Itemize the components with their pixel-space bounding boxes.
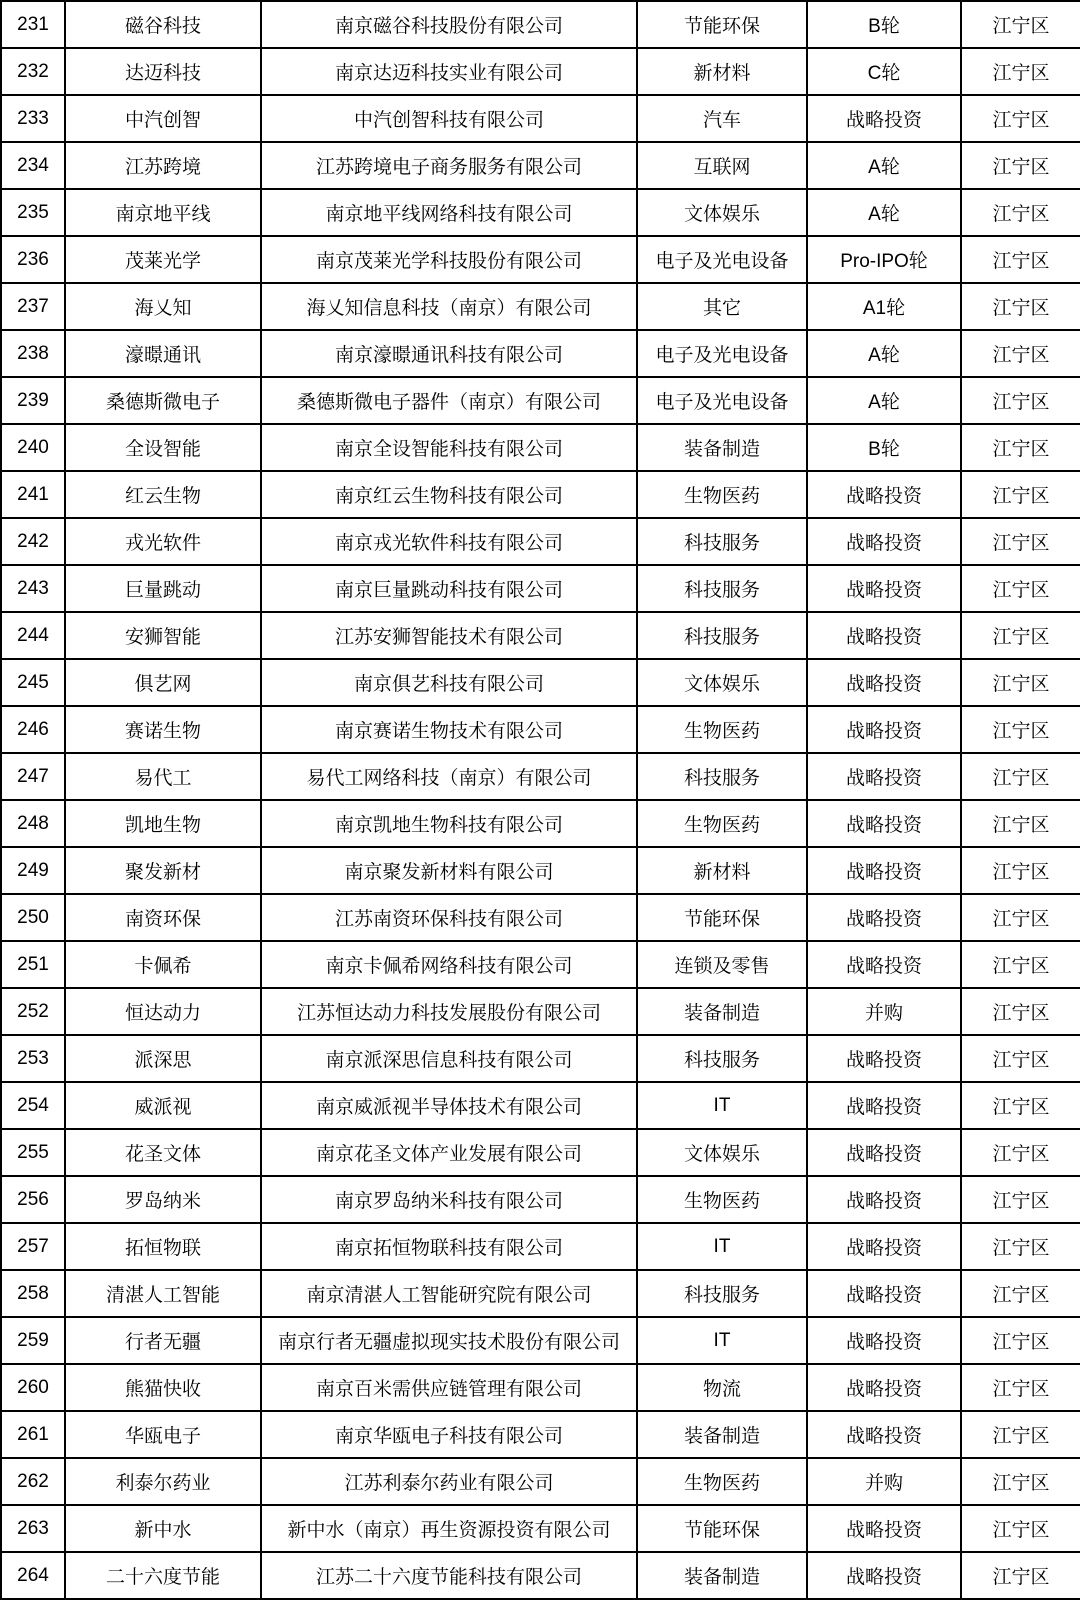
district: 江宁区: [961, 1129, 1080, 1176]
company-full-name: 南京罗岛纳米科技有限公司: [261, 1176, 637, 1223]
row-index: 243: [1, 565, 65, 612]
row-index: 236: [1, 236, 65, 283]
district: 江宁区: [961, 518, 1080, 565]
district: 江宁区: [961, 424, 1080, 471]
company-short-name: 赛诺生物: [65, 706, 261, 753]
table-row: [1, 95, 1080, 142]
table-row: [1, 1176, 1080, 1223]
row-index: 245: [1, 659, 65, 706]
row-index: 253: [1, 1035, 65, 1082]
district: 江宁区: [961, 1035, 1080, 1082]
company-short-name: 清湛人工智能: [65, 1270, 261, 1317]
table-row: [1, 753, 1080, 800]
company-full-name: 南京华瓯电子科技有限公司: [261, 1411, 637, 1458]
funding-round: 并购: [807, 1458, 961, 1505]
industry: 生物医药: [637, 1458, 807, 1505]
table-row: [1, 1270, 1080, 1317]
table-row: [1, 471, 1080, 518]
industry: 其它: [637, 283, 807, 330]
company-short-name: 巨量跳动: [65, 565, 261, 612]
company-full-name: 江苏恒达动力科技发展股份有限公司: [261, 988, 637, 1035]
funding-round: 战略投资: [807, 1176, 961, 1223]
row-index: 248: [1, 800, 65, 847]
industry: 生物医药: [637, 800, 807, 847]
table-row: [1, 1, 1080, 48]
industry: 生物医药: [637, 471, 807, 518]
industry: 互联网: [637, 142, 807, 189]
company-short-name: 熊猫快收: [65, 1364, 261, 1411]
row-index: 240: [1, 424, 65, 471]
company-short-name: 拓恒物联: [65, 1223, 261, 1270]
district: 江宁区: [961, 1552, 1080, 1599]
industry: 生物医药: [637, 706, 807, 753]
company-full-name: 南京磁谷科技股份有限公司: [261, 1, 637, 48]
company-short-name: 中汽创智: [65, 95, 261, 142]
industry: 科技服务: [637, 518, 807, 565]
funding-round: C轮: [807, 48, 961, 95]
company-short-name: 海乂知: [65, 283, 261, 330]
funding-round: 战略投资: [807, 753, 961, 800]
company-full-name: 南京红云生物科技有限公司: [261, 471, 637, 518]
company-full-name: 南京赛诺生物技术有限公司: [261, 706, 637, 753]
company-full-name: 南京茂莱光学科技股份有限公司: [261, 236, 637, 283]
company-short-name: 凯地生物: [65, 800, 261, 847]
row-index: 246: [1, 706, 65, 753]
funding-round: 战略投资: [807, 1505, 961, 1552]
row-index: 238: [1, 330, 65, 377]
district: 江宁区: [961, 471, 1080, 518]
district: 江宁区: [961, 1317, 1080, 1364]
row-index: 242: [1, 518, 65, 565]
company-full-name: 南京拓恒物联科技有限公司: [261, 1223, 637, 1270]
row-index: 232: [1, 48, 65, 95]
industry: 物流: [637, 1364, 807, 1411]
table-row: [1, 424, 1080, 471]
table-row: [1, 988, 1080, 1035]
district: 江宁区: [961, 1364, 1080, 1411]
funding-round: B轮: [807, 1, 961, 48]
industry: 文体娱乐: [637, 189, 807, 236]
table-row: [1, 1082, 1080, 1129]
funding-round: B轮: [807, 424, 961, 471]
company-full-name: 南京卡佩希网络科技有限公司: [261, 941, 637, 988]
company-short-name: 戎光软件: [65, 518, 261, 565]
industry: 节能环保: [637, 894, 807, 941]
table-row: [1, 1364, 1080, 1411]
company-short-name: 罗岛纳米: [65, 1176, 261, 1223]
company-full-name: 江苏利泰尔药业有限公司: [261, 1458, 637, 1505]
company-full-name: 南京巨量跳动科技有限公司: [261, 565, 637, 612]
company-short-name: 易代工: [65, 753, 261, 800]
company-short-name: 茂莱光学: [65, 236, 261, 283]
industry: 节能环保: [637, 1505, 807, 1552]
company-short-name: 桑德斯微电子: [65, 377, 261, 424]
company-full-name: 南京凯地生物科技有限公司: [261, 800, 637, 847]
funding-round: 并购: [807, 988, 961, 1035]
company-full-name: 江苏二十六度节能科技有限公司: [261, 1552, 637, 1599]
district: 江宁区: [961, 1458, 1080, 1505]
table-row: [1, 236, 1080, 283]
funding-round: Pro-IPO轮: [807, 236, 961, 283]
funding-round: 战略投资: [807, 894, 961, 941]
company-full-name: 桑德斯微电子器件（南京）有限公司: [261, 377, 637, 424]
table-row: [1, 189, 1080, 236]
industry: IT: [637, 1317, 807, 1364]
industry: 科技服务: [637, 612, 807, 659]
funding-round: 战略投资: [807, 659, 961, 706]
funding-round: 战略投资: [807, 95, 961, 142]
company-full-name: 南京派深思信息科技有限公司: [261, 1035, 637, 1082]
company-short-name: 濠暻通讯: [65, 330, 261, 377]
row-index: 254: [1, 1082, 65, 1129]
row-index: 237: [1, 283, 65, 330]
table-row: [1, 1317, 1080, 1364]
funding-round: 战略投资: [807, 941, 961, 988]
row-index: 259: [1, 1317, 65, 1364]
district: 江宁区: [961, 95, 1080, 142]
table-body: [1, 1, 1080, 1599]
district: 江宁区: [961, 1411, 1080, 1458]
industry: 装备制造: [637, 424, 807, 471]
industry: 电子及光电设备: [637, 377, 807, 424]
funding-round: 战略投资: [807, 565, 961, 612]
company-full-name: 海乂知信息科技（南京）有限公司: [261, 283, 637, 330]
industry: IT: [637, 1223, 807, 1270]
industry: 科技服务: [637, 1270, 807, 1317]
company-short-name: 安狮智能: [65, 612, 261, 659]
company-full-name: 南京百米需供应链管理有限公司: [261, 1364, 637, 1411]
funding-round: 战略投资: [807, 518, 961, 565]
industry: 电子及光电设备: [637, 236, 807, 283]
company-full-name: 南京俱艺科技有限公司: [261, 659, 637, 706]
row-index: 247: [1, 753, 65, 800]
table-row: [1, 518, 1080, 565]
funding-round: 战略投资: [807, 1082, 961, 1129]
funding-round: 战略投资: [807, 1223, 961, 1270]
funding-round: A轮: [807, 189, 961, 236]
industry: 装备制造: [637, 1411, 807, 1458]
district: 江宁区: [961, 565, 1080, 612]
row-index: 264: [1, 1552, 65, 1599]
district: 江宁区: [961, 236, 1080, 283]
company-short-name: 花圣文体: [65, 1129, 261, 1176]
funding-round: 战略投资: [807, 800, 961, 847]
table-row: [1, 1129, 1080, 1176]
company-full-name: 江苏跨境电子商务服务有限公司: [261, 142, 637, 189]
industry: 装备制造: [637, 1552, 807, 1599]
funding-round: 战略投资: [807, 1270, 961, 1317]
district: 江宁区: [961, 941, 1080, 988]
funding-round: 战略投资: [807, 1364, 961, 1411]
table-row: [1, 941, 1080, 988]
company-full-name: 易代工网络科技（南京）有限公司: [261, 753, 637, 800]
table-row: [1, 612, 1080, 659]
funding-round: 战略投资: [807, 706, 961, 753]
row-index: 256: [1, 1176, 65, 1223]
industry: 文体娱乐: [637, 1129, 807, 1176]
company-short-name: 红云生物: [65, 471, 261, 518]
funding-round: A1轮: [807, 283, 961, 330]
district: 江宁区: [961, 1270, 1080, 1317]
company-full-name: 南京濠暻通讯科技有限公司: [261, 330, 637, 377]
funding-round: A轮: [807, 330, 961, 377]
table-row: [1, 894, 1080, 941]
table-row: [1, 1505, 1080, 1552]
funding-round: A轮: [807, 142, 961, 189]
funding-round: 战略投资: [807, 1129, 961, 1176]
company-full-name: 南京戎光软件科技有限公司: [261, 518, 637, 565]
row-index: 261: [1, 1411, 65, 1458]
district: 江宁区: [961, 142, 1080, 189]
district: 江宁区: [961, 800, 1080, 847]
row-index: 235: [1, 189, 65, 236]
industry: 科技服务: [637, 753, 807, 800]
company-full-name: 新中水（南京）再生资源投资有限公司: [261, 1505, 637, 1552]
table-row: [1, 800, 1080, 847]
company-full-name: 南京威派视半导体技术有限公司: [261, 1082, 637, 1129]
company-full-name: 中汽创智科技有限公司: [261, 95, 637, 142]
table-row: [1, 142, 1080, 189]
row-index: 241: [1, 471, 65, 518]
funding-round: 战略投资: [807, 847, 961, 894]
row-index: 258: [1, 1270, 65, 1317]
industry: 连锁及零售: [637, 941, 807, 988]
district: 江宁区: [961, 1, 1080, 48]
table-row: [1, 659, 1080, 706]
industry: 电子及光电设备: [637, 330, 807, 377]
company-full-name: 南京清湛人工智能研究院有限公司: [261, 1270, 637, 1317]
industry: IT: [637, 1082, 807, 1129]
industry: 汽车: [637, 95, 807, 142]
company-short-name: 华瓯电子: [65, 1411, 261, 1458]
industry: 生物医药: [637, 1176, 807, 1223]
district: 江宁区: [961, 189, 1080, 236]
industry: 新材料: [637, 847, 807, 894]
table-row: [1, 1411, 1080, 1458]
row-index: 231: [1, 1, 65, 48]
table-row: [1, 1223, 1080, 1270]
company-full-name: 南京行者无疆虚拟现实技术股份有限公司: [261, 1317, 637, 1364]
company-short-name: 聚发新材: [65, 847, 261, 894]
company-full-name: 南京达迈科技实业有限公司: [261, 48, 637, 95]
funding-round: 战略投资: [807, 1411, 961, 1458]
industry: 新材料: [637, 48, 807, 95]
row-index: 251: [1, 941, 65, 988]
district: 江宁区: [961, 283, 1080, 330]
row-index: 262: [1, 1458, 65, 1505]
company-full-name: 南京花圣文体产业发展有限公司: [261, 1129, 637, 1176]
company-short-name: 恒达动力: [65, 988, 261, 1035]
district: 江宁区: [961, 847, 1080, 894]
row-index: 255: [1, 1129, 65, 1176]
industry: 装备制造: [637, 988, 807, 1035]
company-short-name: 俱艺网: [65, 659, 261, 706]
district: 江宁区: [961, 377, 1080, 424]
company-short-name: 利泰尔药业: [65, 1458, 261, 1505]
district: 江宁区: [961, 659, 1080, 706]
company-short-name: 南资环保: [65, 894, 261, 941]
district: 江宁区: [961, 48, 1080, 95]
district: 江宁区: [961, 894, 1080, 941]
industry: 科技服务: [637, 1035, 807, 1082]
row-index: 257: [1, 1223, 65, 1270]
district: 江宁区: [961, 1176, 1080, 1223]
district: 江宁区: [961, 1505, 1080, 1552]
funding-round: 战略投资: [807, 1035, 961, 1082]
row-index: 239: [1, 377, 65, 424]
table-row: [1, 330, 1080, 377]
row-index: 233: [1, 95, 65, 142]
table-row: [1, 1552, 1080, 1599]
table-row: [1, 847, 1080, 894]
table-row: [1, 377, 1080, 424]
company-full-name: 南京全设智能科技有限公司: [261, 424, 637, 471]
company-full-name: 江苏南资环保科技有限公司: [261, 894, 637, 941]
row-index: 263: [1, 1505, 65, 1552]
district: 江宁区: [961, 612, 1080, 659]
company-full-name: 江苏安狮智能技术有限公司: [261, 612, 637, 659]
company-short-name: 卡佩希: [65, 941, 261, 988]
table-row: [1, 48, 1080, 95]
company-short-name: 新中水: [65, 1505, 261, 1552]
table-row: [1, 1458, 1080, 1505]
funding-round: A轮: [807, 377, 961, 424]
company-short-name: 行者无疆: [65, 1317, 261, 1364]
funding-round: 战略投资: [807, 471, 961, 518]
company-short-name: 江苏跨境: [65, 142, 261, 189]
row-index: 249: [1, 847, 65, 894]
company-short-name: 达迈科技: [65, 48, 261, 95]
table-row: [1, 565, 1080, 612]
company-full-name: 南京地平线网络科技有限公司: [261, 189, 637, 236]
district: 江宁区: [961, 988, 1080, 1035]
industry: 文体娱乐: [637, 659, 807, 706]
district: 江宁区: [961, 1223, 1080, 1270]
company-short-name: 威派视: [65, 1082, 261, 1129]
district: 江宁区: [961, 1082, 1080, 1129]
funding-round: 战略投资: [807, 612, 961, 659]
funding-round: 战略投资: [807, 1317, 961, 1364]
company-full-name: 南京聚发新材料有限公司: [261, 847, 637, 894]
industry: 科技服务: [637, 565, 807, 612]
district: 江宁区: [961, 330, 1080, 377]
industry: 节能环保: [637, 1, 807, 48]
district: 江宁区: [961, 753, 1080, 800]
company-short-name: 全设智能: [65, 424, 261, 471]
row-index: 252: [1, 988, 65, 1035]
row-index: 234: [1, 142, 65, 189]
district: 江宁区: [961, 706, 1080, 753]
company-short-name: 磁谷科技: [65, 1, 261, 48]
table-row: [1, 1035, 1080, 1082]
row-index: 244: [1, 612, 65, 659]
company-short-name: 二十六度节能: [65, 1552, 261, 1599]
company-short-name: 南京地平线: [65, 189, 261, 236]
table-row: [1, 706, 1080, 753]
table-row: [1, 283, 1080, 330]
funding-round: 战略投资: [807, 1552, 961, 1599]
company-short-name: 派深思: [65, 1035, 261, 1082]
row-index: 260: [1, 1364, 65, 1411]
row-index: 250: [1, 894, 65, 941]
